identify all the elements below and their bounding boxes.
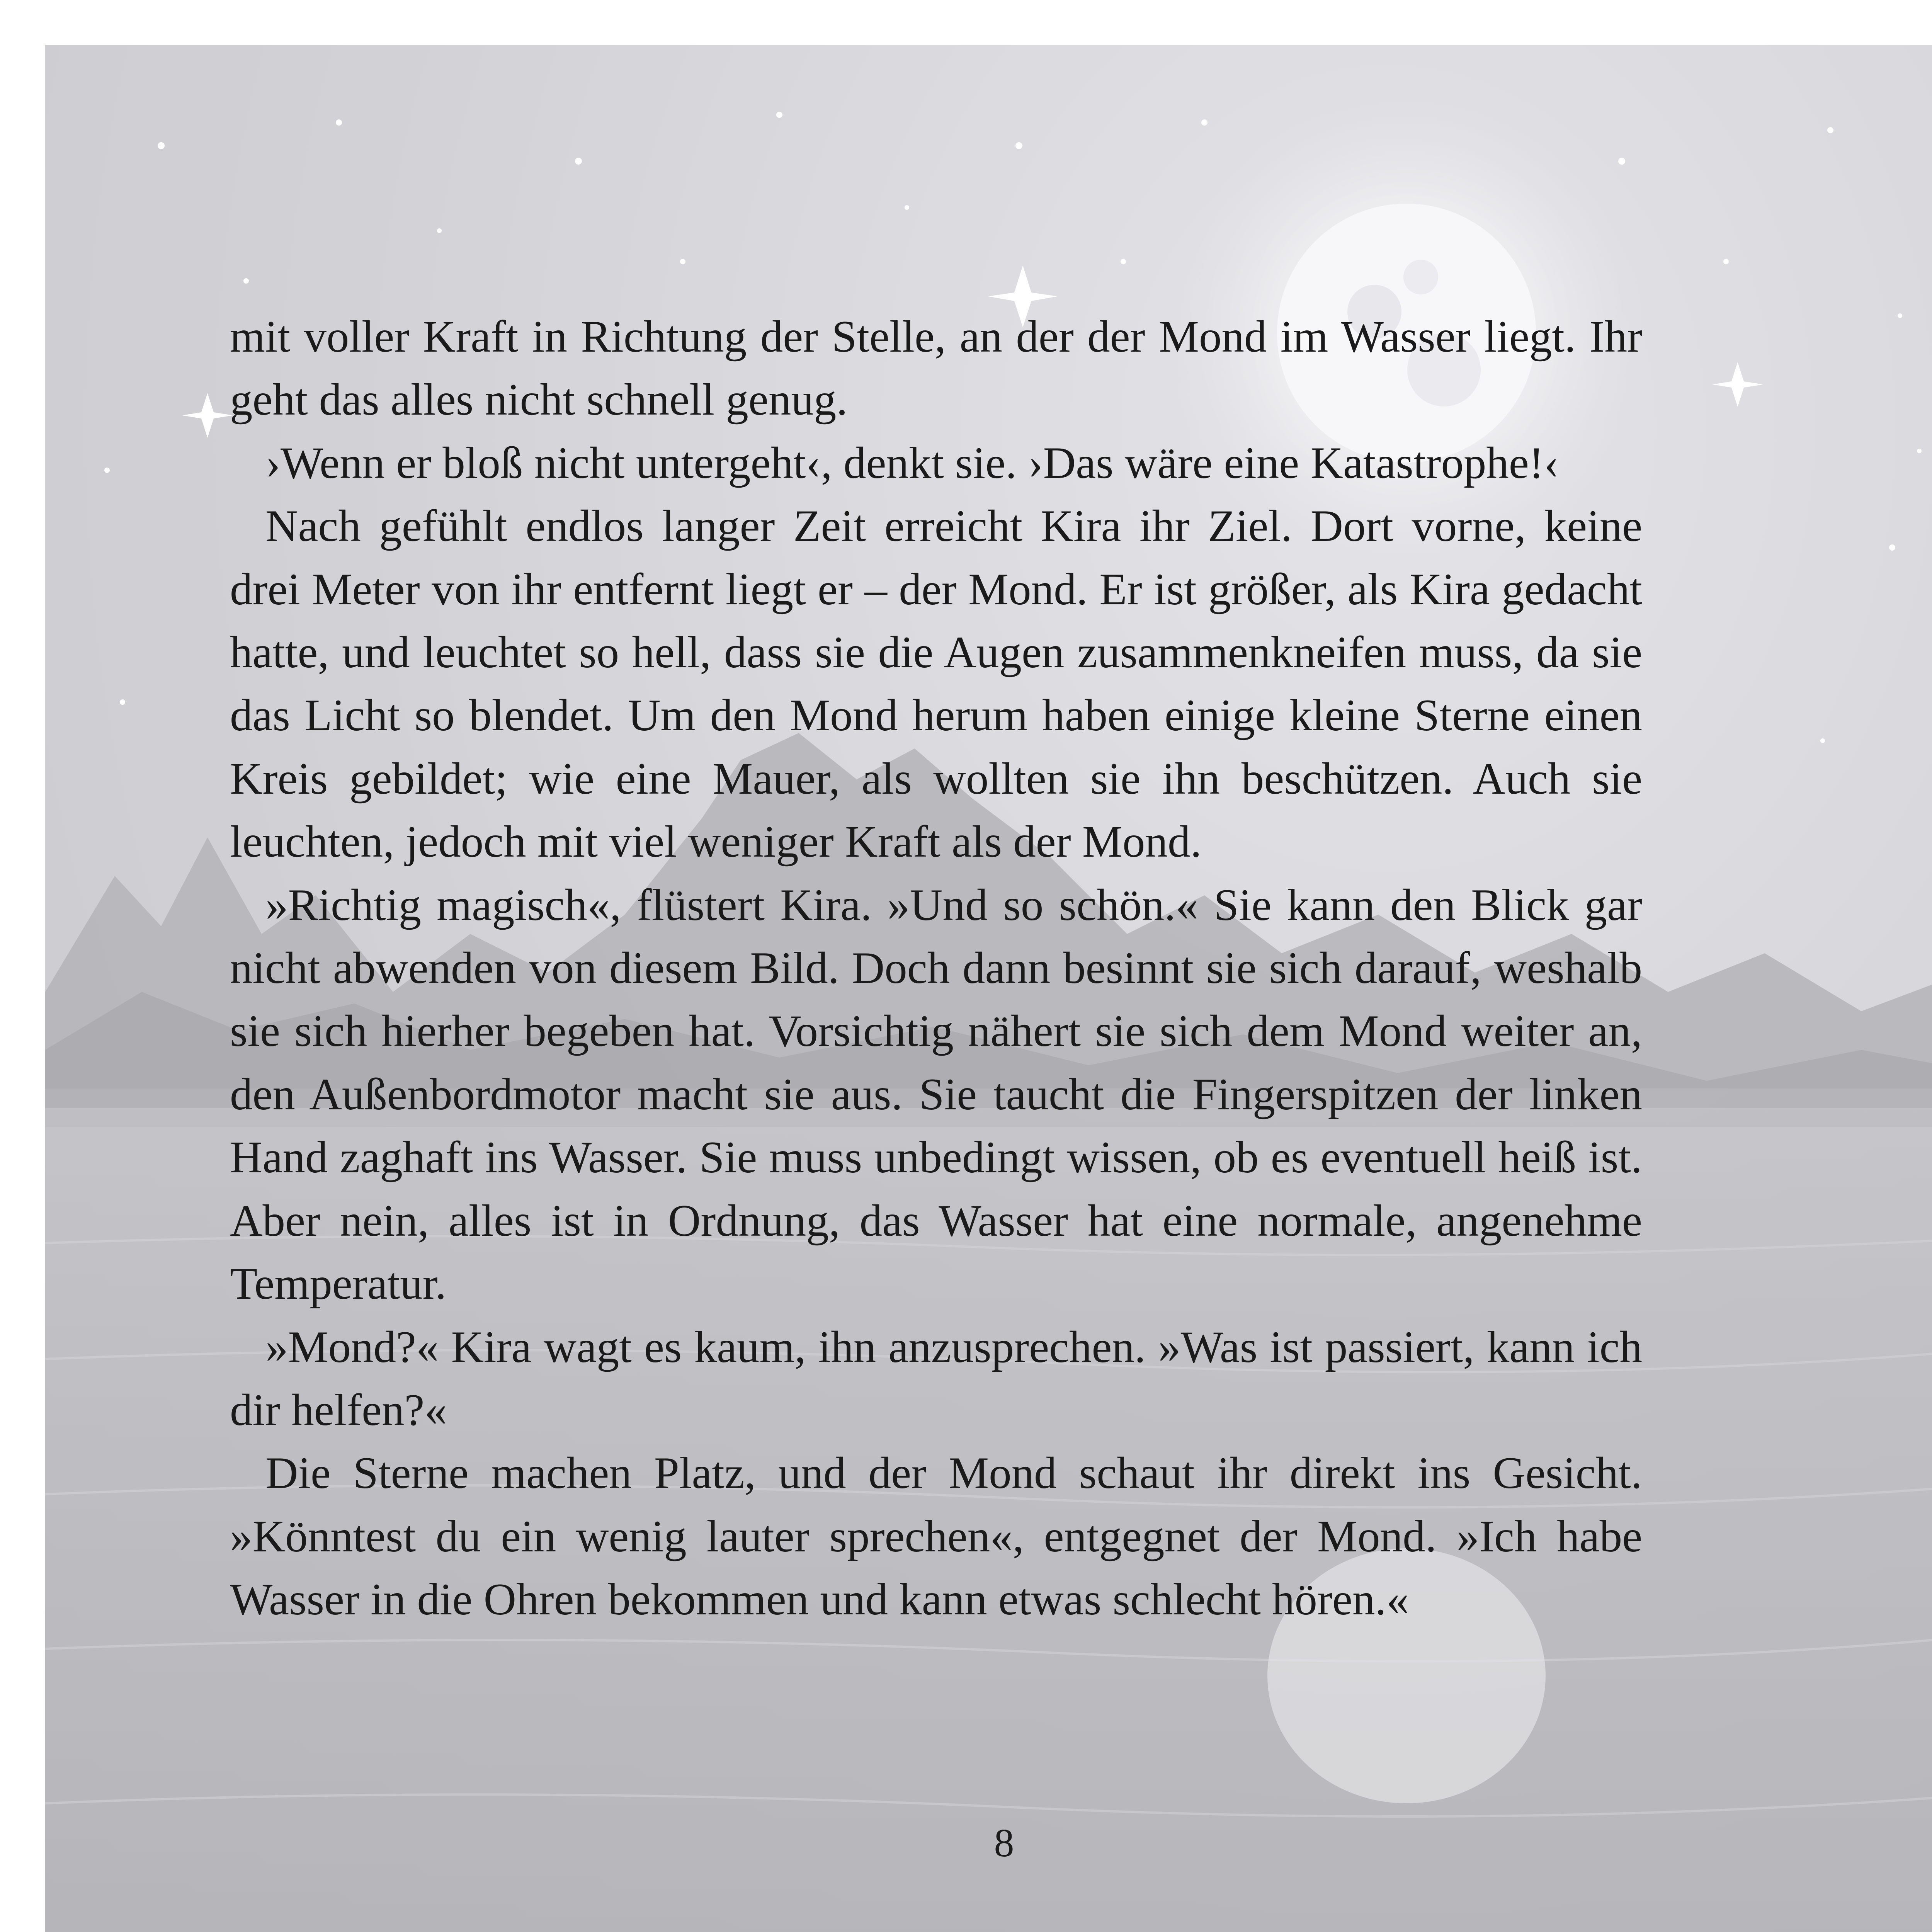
paragraph: Die Sterne machen Platz, und der Mond schaut ihr direkt ins Gesicht. »Könntest du ein wenig lauter sprechen«, entgegnet der Mond. »Ich habe Wasser in die Ohren bekommen und kann etwas schlecht hören.« xyxy=(230,1448,1642,1625)
paragraph: »Mond?« Kira wagt es kaum, ihn anzusprechen. »Was ist passiert, kann ich dir helfen?« xyxy=(230,1322,1642,1435)
paragraph: mit voller Kraft in Richtung der Stelle, an der der Mond im Wasser liegt. Ihr geht das alles nicht schnell genug. xyxy=(230,312,1642,425)
paragraph: Nach gefühlt endlos langer Zeit erreicht Kira ihr Ziel. Dort vorne, keine drei Meter von ihr entfernt liegt er – der Mond. Er ist größer, als Kira gedacht hatte, und leuchtet so hell, dass sie die Augen zusammenkneifen muss, da sie das Licht so blendet. Um den Mond herum haben einige kleine Sterne einen Kreis gebildet; wie eine Mauer, als wollten sie ihn beschützen. Auch sie leuchten, jedoch mit viel weniger Kraft als der Mond. xyxy=(230,501,1642,867)
story-text xyxy=(230,305,1642,1631)
paragraph: ›Wenn er bloß nicht untergeht‹, denkt sie. ›Das wäre eine Katastrophe!‹ xyxy=(265,438,1559,488)
page-number: 8 xyxy=(994,1821,1014,1865)
paragraph: »Richtig magisch«, flüstert Kira. »Und so schön.« Sie kann den Blick gar nicht abwenden von diesem Bild. Doch dann besinnt sie sich darauf, weshalb sie sich hierher begeben hat. Vorsichtig nähert sie sich dem Mond weiter an, den Außenbordmotor macht sie aus. Sie taucht die Fingerspitzen der linken Hand zaghaft ins Wasser. Sie muss unbedingt wissen, ob es eventuell heiß ist. Aber nein, alles ist in Ordnung, das Wasser hat eine normale, angenehme Temperatur. xyxy=(230,880,1642,1309)
moon-crater-icon xyxy=(1403,260,1438,294)
